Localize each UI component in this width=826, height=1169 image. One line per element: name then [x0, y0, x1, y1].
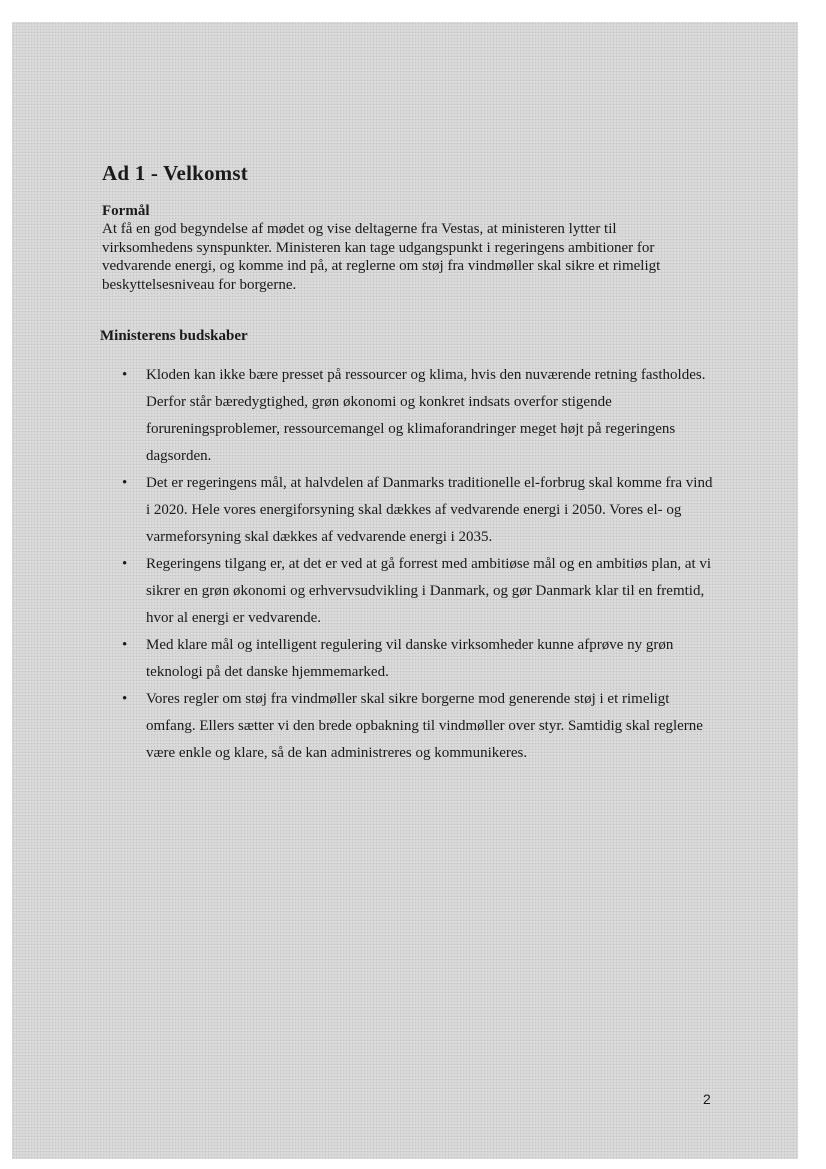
messages-bullet-list [118, 362, 718, 767]
bullet-item [118, 551, 718, 632]
bullet-icon: • [122, 691, 128, 707]
page-number: 2 [703, 1091, 711, 1107]
bullet-item [118, 362, 718, 470]
bullet-icon: • [122, 367, 128, 383]
purpose-paragraph: At få en god begyndelse af mødet og vise deltagerne fra Vestas, at ministeren lytter til virksomhedens synspunkter. Ministeren kan tage udgangspunkt i regeringens ambitioner for vedvarende energi, og komme ind på, at reglerne om støj fra vindmøller skal sikre et rimeligt beskyttelsesniveau for borgerne. [102, 221, 661, 293]
document-title: Ad 1 - Velkomst [102, 161, 248, 185]
bullet-icon: • [122, 637, 128, 653]
messages-heading: Ministerens budskaber [100, 328, 248, 344]
bullet-item [118, 470, 718, 551]
bullet-text: Regeringens tilgang er, at det er ved at gå forrest med ambitiøse mål og en ambitiøs plan, at vi sikrer en grøn økonomi og erhvervsudvikling i Danmark, og gør Danmark klar til en fremtid, hvor al energi er vedvarende. [146, 556, 712, 626]
bullet-text: Vores regler om støj fra vindmøller skal sikre borgerne mod generende støj i et rimeligt omfang. Ellers sætter vi den brede opbakning til vindmøller over styr. Samtidig skal reglerne være enkle og klare, så de kan administreres og kommunikeres. [146, 691, 703, 761]
bullet-text: Kloden kan ikke bære presset på ressourcer og klima, hvis den nuværende retning fastholdes. Derfor står bæredygtighed, grøn økonomi og konkret indsats overfor stigende forureningsproblemer, ressourcemangel og klimaforandringer meget højt på regeringens dagsorden. [146, 367, 706, 464]
purpose-heading: Formål [102, 203, 150, 219]
bullet-icon: • [122, 475, 128, 491]
document-page [12, 22, 798, 1159]
bullet-text: Med klare mål og intelligent regulering vil danske virksomheder kunne afprøve ny grøn teknologi på det danske hjemmemarked. [146, 637, 674, 680]
bullet-icon: • [122, 556, 128, 572]
bullet-item [118, 632, 718, 686]
bullet-text: Det er regeringens mål, at halvdelen af Danmarks traditionelle el-forbrug skal komme fra vind i 2020. Hele vores energiforsyning skal dækkes af vedvarende energi i 2050. Vores el- og varmeforsyning skal dækkes af vedvarende energi i 2035. [146, 475, 713, 545]
bullet-item [118, 686, 718, 767]
